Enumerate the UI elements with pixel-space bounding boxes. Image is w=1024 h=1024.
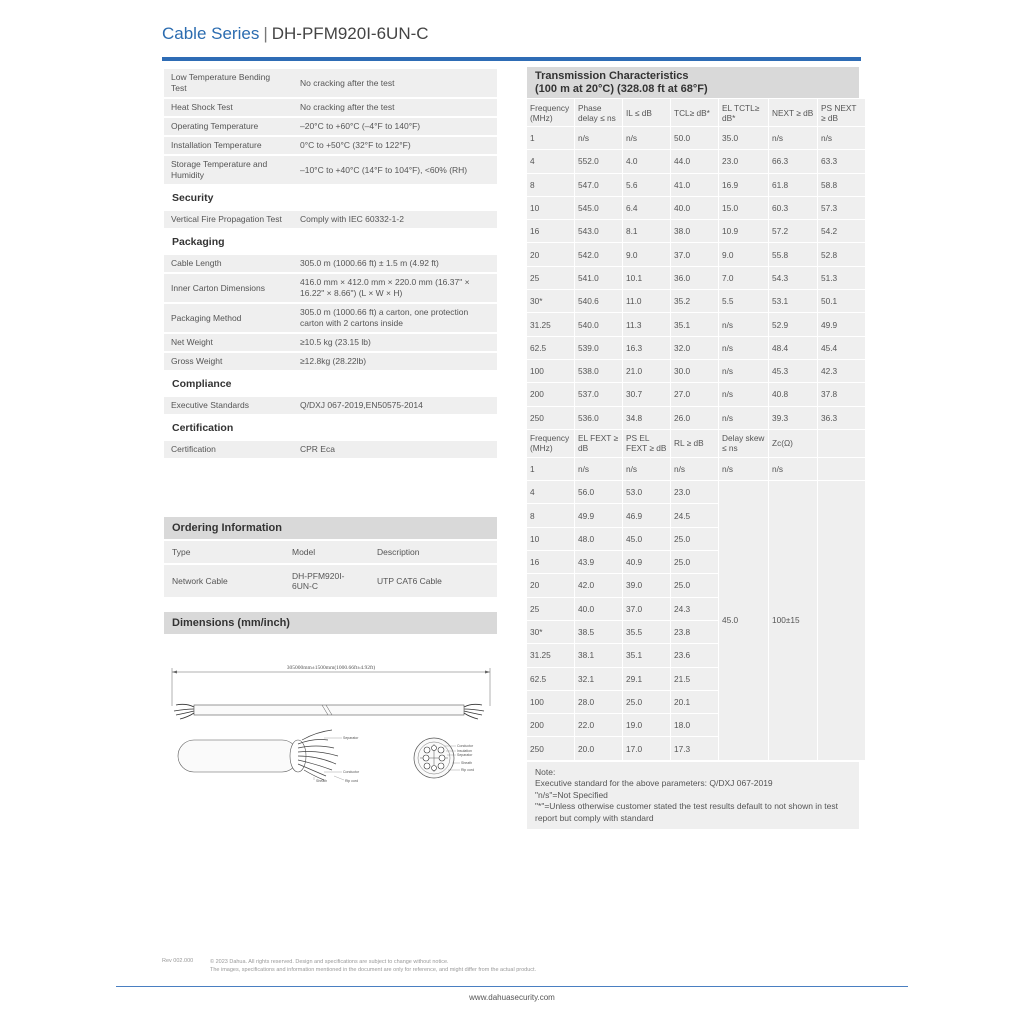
table-cell: 54.3 <box>769 267 817 289</box>
table-cell: 27.0 <box>671 383 718 405</box>
table-cell: 16.3 <box>623 337 670 359</box>
table-row <box>527 383 865 405</box>
table-cell: 40.0 <box>671 197 718 219</box>
table-cell: n/s <box>719 407 768 429</box>
table-cell: 36.0 <box>671 267 718 289</box>
header-separator: | <box>263 24 268 43</box>
table-cell: 10.1 <box>623 267 670 289</box>
table-cell: 11.0 <box>623 290 670 312</box>
table-cell: 16 <box>527 220 574 242</box>
compliance-spec-table <box>164 395 497 416</box>
table-cell: n/s <box>818 127 865 149</box>
table-cell: 20.0 <box>575 737 622 759</box>
table-cell: 30.0 <box>671 360 718 382</box>
table-header-cell: PS EL FEXT ≥ dB <box>623 430 670 457</box>
table-cell: 8 <box>527 504 574 526</box>
table-cell: 37.0 <box>671 243 718 265</box>
table-cell: 61.8 <box>769 174 817 196</box>
table-row <box>527 243 865 265</box>
table-cell: 50.0 <box>671 127 718 149</box>
spec-key: Vertical Fire Propagation Test <box>164 211 293 228</box>
table-header-cell: Frequency (MHz) <box>527 430 574 457</box>
table-header-row <box>527 430 865 457</box>
header-rule <box>162 57 861 61</box>
table-cell: n/s <box>769 458 817 480</box>
table-cell: 10 <box>527 197 574 219</box>
table-cell: 540.6 <box>575 290 622 312</box>
packaging-spec-table <box>164 253 497 372</box>
table-cell: 4 <box>527 150 574 172</box>
table-cell: 6.4 <box>623 197 670 219</box>
table-cell: 38.5 <box>575 621 622 643</box>
table-cell: 45.3 <box>769 360 817 382</box>
footer-rule <box>116 986 908 987</box>
table-cell: 37.8 <box>818 383 865 405</box>
spec-value: 305.0 m (1000.66 ft) ± 1.5 m (4.92 ft) <box>293 255 497 272</box>
table-row <box>527 197 865 219</box>
table-header-cell: Phase delay ≤ ns <box>575 99 622 126</box>
table-header-row <box>527 99 865 126</box>
spec-value: No cracking after the test <box>293 99 497 116</box>
callout-right-ripcord: Rip cord <box>461 768 475 772</box>
dimensions-section <box>164 612 497 784</box>
table-cell: n/s <box>719 313 768 335</box>
zc-merged-cell: 100±15 <box>769 481 817 760</box>
table-cell: 545.0 <box>575 197 622 219</box>
table-cell: 28.0 <box>575 691 622 713</box>
spec-value: CPR Eca <box>293 441 497 458</box>
table-cell: 35.2 <box>671 290 718 312</box>
table-cell: 200 <box>527 383 574 405</box>
table-row <box>527 174 865 196</box>
legal-text <box>210 958 630 974</box>
transmission-heading <box>527 67 859 98</box>
table-cell: 30* <box>527 290 574 312</box>
table-cell: 23.8 <box>671 621 718 643</box>
table-cell: 24.5 <box>671 504 718 526</box>
table-cell: 100 <box>527 360 574 382</box>
callout-left-sheath: Sheath <box>316 779 328 783</box>
website-link[interactable]: www.dahuasecurity.com <box>469 993 555 1002</box>
model-title: DH-PFM920I-6UN-C <box>271 24 429 43</box>
spec-key: Operating Temperature <box>164 118 293 135</box>
table-cell: 21.0 <box>623 360 670 382</box>
spec-key: Net Weight <box>164 334 293 351</box>
table-cell: 25.0 <box>671 528 718 550</box>
packaging-heading: Packaging <box>172 236 225 248</box>
compliance-heading: Compliance <box>172 378 232 390</box>
spec-value: 416.0 mm × 412.0 mm × 220.0 mm (16.37" × 16.22" × 8.66") (L × W × H) <box>293 274 497 302</box>
ordering-row <box>164 565 497 597</box>
table-cell: 43.9 <box>575 551 622 573</box>
dimensions-heading: Dimensions (mm/inch) <box>164 612 497 634</box>
table-cell: 25.0 <box>671 551 718 573</box>
table-cell: 542.0 <box>575 243 622 265</box>
table-cell: 543.0 <box>575 220 622 242</box>
ordering-section <box>164 517 497 599</box>
table-cell: 4 <box>527 481 574 503</box>
table-row <box>527 220 865 242</box>
table-cell: 38.1 <box>575 644 622 666</box>
spec-row <box>164 441 497 458</box>
table-cell: 31.25 <box>527 644 574 666</box>
table-header-cell: Frequency (MHz) <box>527 99 574 126</box>
transmission-title-line1: Transmission Characteristics <box>535 70 689 82</box>
spec-value: 0°C to +50°C (32°F to 122°F) <box>293 137 497 154</box>
table-cell: 45.0 <box>623 528 670 550</box>
spec-value: 305.0 m (1000.66 ft) a carton, one protection carton with 2 cartons inside <box>293 304 497 332</box>
table-cell: 250 <box>527 737 574 759</box>
table-row <box>527 290 865 312</box>
table-cell: 35.1 <box>671 313 718 335</box>
table-cell: n/s <box>719 383 768 405</box>
table-cell: 40.9 <box>623 551 670 573</box>
security-spec-table <box>164 209 497 230</box>
spec-value: Comply with IEC 60332-1-2 <box>293 211 497 228</box>
table-header-cell: Zc(Ω) <box>769 430 817 457</box>
ordering-type: Network Cable <box>164 565 284 597</box>
table-cell: 35.1 <box>623 644 670 666</box>
table-cell: 49.9 <box>818 313 865 335</box>
spec-row <box>164 274 497 302</box>
table-cell: 250 <box>527 407 574 429</box>
spec-row <box>164 255 497 272</box>
spec-key: Low Temperature Bending Test <box>164 69 293 97</box>
table-cell: 35.0 <box>719 127 768 149</box>
table-cell: 66.3 <box>769 150 817 172</box>
spec-row <box>164 118 497 135</box>
table-cell: n/s <box>769 127 817 149</box>
table-cell: 57.2 <box>769 220 817 242</box>
callout-right-conductor: Conductor <box>457 744 474 748</box>
table-cell: n/s <box>623 127 670 149</box>
table-cell: 58.8 <box>818 174 865 196</box>
table-cell: 21.5 <box>671 668 718 690</box>
table-cell: 50.1 <box>818 290 865 312</box>
callout-left-ripcord: Rip cord <box>345 779 359 783</box>
table-cell: 60.3 <box>769 197 817 219</box>
table-cell: 200 <box>527 714 574 736</box>
table-cell: 4.0 <box>623 150 670 172</box>
spec-key: Storage Temperature and Humidity <box>164 156 293 184</box>
callout-left-conductor: Conductor <box>343 770 360 774</box>
spec-row <box>164 334 497 351</box>
table-cell: n/s <box>623 458 670 480</box>
ordering-heading: Ordering Information <box>164 517 497 539</box>
spec-value: ≥12.8kg (28.22lb) <box>293 353 497 370</box>
spec-value: –10°C to +40°C (14°F to 104°F), <60% (RH) <box>293 156 497 184</box>
table-cell: 56.0 <box>575 481 622 503</box>
table-cell: 51.3 <box>818 267 865 289</box>
table-row <box>527 313 865 335</box>
note-line: "*"=Unless otherwise customer stated the test results default to not shown in test report but comply with standard <box>535 801 838 823</box>
table-cell: 53.1 <box>769 290 817 312</box>
table-cell: 20.1 <box>671 691 718 713</box>
callout-right-separator: Separator <box>457 753 473 757</box>
ordering-header-type: Type <box>164 541 284 563</box>
ordering-table <box>164 539 497 599</box>
table-cell: 23.0 <box>719 150 768 172</box>
note-line: Note: <box>535 766 556 777</box>
table-cell: 538.0 <box>575 360 622 382</box>
table-cell: 25.0 <box>671 574 718 596</box>
table-cell: 32.0 <box>671 337 718 359</box>
table-cell: 37.0 <box>623 598 670 620</box>
table-cell: 57.3 <box>818 197 865 219</box>
ordering-description: UTP CAT6 Cable <box>369 565 497 597</box>
table-cell: 52.9 <box>769 313 817 335</box>
table-cell: 48.0 <box>575 528 622 550</box>
table-cell: 32.1 <box>575 668 622 690</box>
spec-row <box>164 69 497 97</box>
spec-row <box>164 99 497 116</box>
spec-value: Q/DXJ 067-2019,EN50575-2014 <box>293 397 497 414</box>
table-cell: 7.0 <box>719 267 768 289</box>
table-cell: 39.3 <box>769 407 817 429</box>
table-cell: 30.7 <box>623 383 670 405</box>
table-row <box>527 458 865 480</box>
table-cell: 31.25 <box>527 313 574 335</box>
table-cell: 30* <box>527 621 574 643</box>
table-cell: n/s <box>719 337 768 359</box>
transmission-title-line2: (100 m at 20°C) (328.08 ft at 68°F) <box>535 83 708 95</box>
table-header-cell: EL FEXT ≥ dB <box>575 430 622 457</box>
spec-key: Packaging Method <box>164 304 293 332</box>
table-cell: 15.0 <box>719 197 768 219</box>
length-dimension-label: 305000mm±1500mm(1000.66ft±4.92ft) <box>286 665 376 671</box>
table-cell: 8.1 <box>623 220 670 242</box>
table-cell: 10 <box>527 528 574 550</box>
table-cell: 62.5 <box>527 337 574 359</box>
transmission-section <box>527 67 859 829</box>
table-row <box>527 407 865 429</box>
table-row <box>527 267 865 289</box>
spec-row <box>164 397 497 414</box>
table-cell: 45.4 <box>818 337 865 359</box>
legal-line-2: The images, specifications and information mentioned in the document are only for reference, and might differ from the actual product. <box>210 967 537 973</box>
table-cell: 20 <box>527 574 574 596</box>
table-cell: 100 <box>527 691 574 713</box>
callout-right-insulation: Insulation <box>457 749 472 753</box>
transmission-notes <box>527 762 859 830</box>
spec-row <box>164 304 497 332</box>
table-cell: 39.0 <box>623 574 670 596</box>
table-cell: 40.8 <box>769 383 817 405</box>
transmission-table <box>526 98 866 761</box>
table-cell: 18.0 <box>671 714 718 736</box>
table-cell: 17.3 <box>671 737 718 759</box>
table-cell: 8 <box>527 174 574 196</box>
table-cell: 63.3 <box>818 150 865 172</box>
spec-key: Installation Temperature <box>164 137 293 154</box>
table-cell: 9.0 <box>623 243 670 265</box>
table-cell: n/s <box>719 458 768 480</box>
spec-value: No cracking after the test <box>293 69 497 97</box>
spec-key: Gross Weight <box>164 353 293 370</box>
table-row <box>527 127 865 149</box>
table-cell: 17.0 <box>623 737 670 759</box>
table-cell: 42.0 <box>575 574 622 596</box>
ordering-header-model: Model <box>284 541 369 563</box>
table-empty-cell <box>818 430 865 457</box>
table-row <box>527 481 865 503</box>
table-cell: 26.0 <box>671 407 718 429</box>
table-cell: 25.0 <box>623 691 670 713</box>
spec-column <box>164 67 497 460</box>
table-header-cell: RL ≥ dB <box>671 430 718 457</box>
table-cell: 25 <box>527 267 574 289</box>
table-cell: 537.0 <box>575 383 622 405</box>
spec-key: Certification <box>164 441 293 458</box>
certification-heading: Certification <box>172 422 234 434</box>
table-cell: 16 <box>527 551 574 573</box>
table-cell: 41.0 <box>671 174 718 196</box>
callout-left-separator: Separator <box>343 736 359 740</box>
environment-spec-table <box>164 67 497 186</box>
spec-row <box>164 353 497 370</box>
revision-label: Rev 002.000 <box>162 958 194 964</box>
table-cell: 46.9 <box>623 504 670 526</box>
table-cell: 547.0 <box>575 174 622 196</box>
table-header-cell: NEXT ≥ dB <box>769 99 817 126</box>
table-cell: 20 <box>527 243 574 265</box>
table-cell: 541.0 <box>575 267 622 289</box>
table-cell: 11.3 <box>623 313 670 335</box>
table-cell: 44.0 <box>671 150 718 172</box>
spec-row <box>164 211 497 228</box>
spec-value: ≥10.5 kg (23.15 lb) <box>293 334 497 351</box>
table-header-cell: EL TCTL≥ dB* <box>719 99 768 126</box>
spec-row <box>164 137 497 154</box>
table-cell: 1 <box>527 458 574 480</box>
table-cell: 16.9 <box>719 174 768 196</box>
table-cell: 23.6 <box>671 644 718 666</box>
table-cell: 1 <box>527 127 574 149</box>
spec-value: –20°C to +60°C (–4°F to 140°F) <box>293 118 497 135</box>
table-row <box>527 360 865 382</box>
table-cell: 53.0 <box>623 481 670 503</box>
page-header <box>162 24 429 44</box>
spec-row <box>164 156 497 184</box>
table-cell: 36.3 <box>818 407 865 429</box>
table-cell: 5.5 <box>719 290 768 312</box>
table-row <box>527 150 865 172</box>
table-header-cell: PS NEXT ≥ dB <box>818 99 865 126</box>
note-line: Executive standard for the above parameters: Q/DXJ 067-2019 <box>535 778 773 789</box>
cable-dimension-drawing <box>164 634 497 784</box>
table-row <box>527 337 865 359</box>
table-cell: 52.8 <box>818 243 865 265</box>
ordering-header-row <box>164 541 497 563</box>
certification-spec-table <box>164 439 497 460</box>
ordering-header-description: Description <box>369 541 497 563</box>
table-cell: 35.5 <box>623 621 670 643</box>
series-title: Cable Series <box>162 24 260 43</box>
spec-key: Inner Carton Dimensions <box>164 274 293 302</box>
security-heading: Security <box>172 192 214 204</box>
table-cell: 539.0 <box>575 337 622 359</box>
spec-key: Cable Length <box>164 255 293 272</box>
table-cell: 54.2 <box>818 220 865 242</box>
table-cell: 48.4 <box>769 337 817 359</box>
note-line: "n/s"=Not Specified <box>535 789 608 800</box>
table-cell: 536.0 <box>575 407 622 429</box>
table-cell: 55.8 <box>769 243 817 265</box>
table-cell: 5.6 <box>623 174 670 196</box>
table-cell: 62.5 <box>527 668 574 690</box>
spec-key: Heat Shock Test <box>164 99 293 116</box>
table-header-cell: TCL≥ dB* <box>671 99 718 126</box>
table-empty-cell <box>818 458 865 480</box>
table-cell: 40.0 <box>575 598 622 620</box>
table-cell: 10.9 <box>719 220 768 242</box>
table-cell: 19.0 <box>623 714 670 736</box>
table-cell: 9.0 <box>719 243 768 265</box>
legal-line-1: © 2023 Dahua. All rights reserved. Design and specifications are subject to change without notice. <box>210 959 449 965</box>
spec-key: Executive Standards <box>164 397 293 414</box>
table-cell: 24.3 <box>671 598 718 620</box>
table-cell: 540.0 <box>575 313 622 335</box>
table-cell: 25 <box>527 598 574 620</box>
table-cell: 49.9 <box>575 504 622 526</box>
table-cell: 38.0 <box>671 220 718 242</box>
table-cell: n/s <box>575 127 622 149</box>
table-header-cell: Delay skew ≤ ns <box>719 430 768 457</box>
table-empty-cell <box>818 481 865 760</box>
delay-skew-merged-cell: 45.0 <box>719 481 768 760</box>
table-cell: 42.3 <box>818 360 865 382</box>
table-cell: 22.0 <box>575 714 622 736</box>
ordering-model: DH-PFM920I-6UN-C <box>284 565 369 597</box>
callout-right-sheath: Sheath <box>461 761 473 765</box>
table-cell: 34.8 <box>623 407 670 429</box>
table-cell: 552.0 <box>575 150 622 172</box>
table-cell: 29.1 <box>623 668 670 690</box>
table-cell: n/s <box>575 458 622 480</box>
table-cell: n/s <box>671 458 718 480</box>
table-header-cell: IL ≤ dB <box>623 99 670 126</box>
table-cell: n/s <box>719 360 768 382</box>
table-cell: 23.0 <box>671 481 718 503</box>
